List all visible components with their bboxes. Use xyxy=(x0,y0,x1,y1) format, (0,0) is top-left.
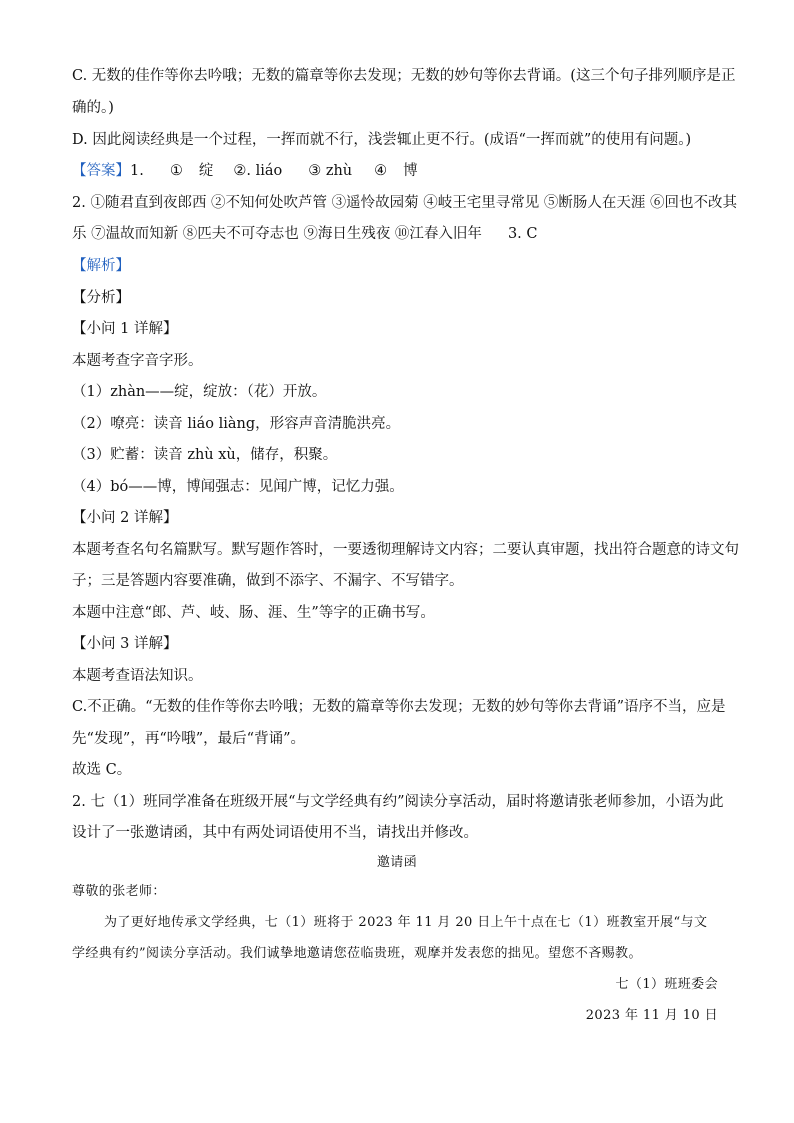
answer-4-value: 博 xyxy=(403,163,418,179)
letter-salutation: 尊敬的张老师： xyxy=(72,884,166,899)
answer-1-mark: ① xyxy=(169,163,183,179)
q3-answer: 3. C xyxy=(507,226,538,242)
answer-2-value: liáo xyxy=(255,163,283,179)
option-c-line-2: 确的。) xyxy=(72,100,114,116)
letter-body-line-1: 为了更好地传承文学经典，七（1）班将于 2023 年 11 月 20 日上午十点在七（1）班教室开展“与文 xyxy=(104,915,708,930)
option-d-line: D. 因此阅读经典是一个过程，一挥而就不行，浅尝辄止更不行。(成语“一挥而就”的使用有问题。) xyxy=(72,132,692,148)
question-2-line-2: 设计了一张邀请函，其中有两处词语使用不当，请找出并修改。 xyxy=(72,825,478,841)
answer-3-value: zhù xyxy=(325,163,353,179)
sub3-intro: 本题考查语法知识。 xyxy=(72,668,203,684)
sub2-paragraph-3: 本题中注意“郎、芦、岐、肠、涯、生”等字的正确书写。 xyxy=(72,605,435,621)
sub2-paragraph-2: 子；三是答题内容要准确，做到不添字、不漏字、不写错字。 xyxy=(72,573,464,589)
letter-signature: 七（1）班班委会 xyxy=(615,977,718,992)
answer-tag: 【答案】 xyxy=(72,163,130,179)
sub1-item-4: （4）bó——博，博闻强志：见闻广博，记忆力强。 xyxy=(72,479,404,495)
letter-title: 邀请函 xyxy=(376,855,418,870)
answer-4-mark: ④ xyxy=(374,163,388,179)
analysis-tag: 【解析】 xyxy=(72,258,130,274)
answer-number: 1. xyxy=(130,163,144,179)
sub2-paragraph-1: 本题考查名句名篇默写。默写题作答时，一要透彻理解诗文内容；二要认真审题，找出符合题意的诗文句 xyxy=(72,542,739,558)
sub2-heading: 【小问 2 详解】 xyxy=(72,510,178,526)
sub1-item-1: （1）zhàn——绽，绽放：（花）开放。 xyxy=(72,384,327,400)
q2-answer-line-1: 2. ①随君直到夜郎西 ②不知何处吹芦管 ③遥怜故园菊 ④岐王宅里寻常见 ⑤断肠人在天涯 ⑥回也不改其 xyxy=(72,195,737,211)
letter-body-line-2: 学经典有约”阅读分享活动。我们诚挚地邀请您莅临贵班，观摩并发表您的拙见。望您不吝赐教。 xyxy=(72,946,642,961)
letter-date: 2023 年 11 月 10 日 xyxy=(585,1008,718,1023)
q2-answer-line-2 xyxy=(72,224,732,244)
answer-1-value: 绽 xyxy=(198,163,214,179)
question-2-line-1: 2. 七（1）班同学准备在班级开展“与文学经典有约”阅读分享活动，届时将邀请张老师参加，小语为此 xyxy=(72,794,724,810)
answer-2-mark: ②. xyxy=(233,163,251,179)
sub3-conclusion: 故选 C。 xyxy=(72,762,132,778)
sub1-item-2: （2）嘹亮：读音 liáo liàng，形容声音清脆洪亮。 xyxy=(72,416,401,432)
answer-3-mark: ③ xyxy=(308,163,322,179)
q2-answer-text: 乐 ⑦温故而知新 ⑧匹夫不可夺志也 ⑨海日生残夜 ⑩江春入旧年 xyxy=(72,226,482,242)
answer-line xyxy=(72,161,732,181)
option-c-line-1: C. 无数的佳作等你去吟哦；无数的篇章等你去发现；无数的妙句等你去背诵。(这三个句子排列顺序是正 xyxy=(72,68,736,84)
sub1-heading: 【小问 1 详解】 xyxy=(72,321,178,337)
sub1-item-3: （3）贮蓄：读音 zhù xù，储存，积聚。 xyxy=(72,447,338,463)
sub1-intro: 本题考查字音字形。 xyxy=(72,353,203,369)
sub3-paragraph-1: C.不正确。“无数的佳作等你去吟哦；无数的篇章等你去发现；无数的妙句等你去背诵”语序不当，应是 xyxy=(72,699,726,715)
sub3-heading: 【小问 3 详解】 xyxy=(72,636,178,652)
fenxi-heading: 【分析】 xyxy=(72,290,130,306)
sub3-paragraph-2: 先“发现”，再“吟哦”，最后“背诵”。 xyxy=(72,731,305,747)
